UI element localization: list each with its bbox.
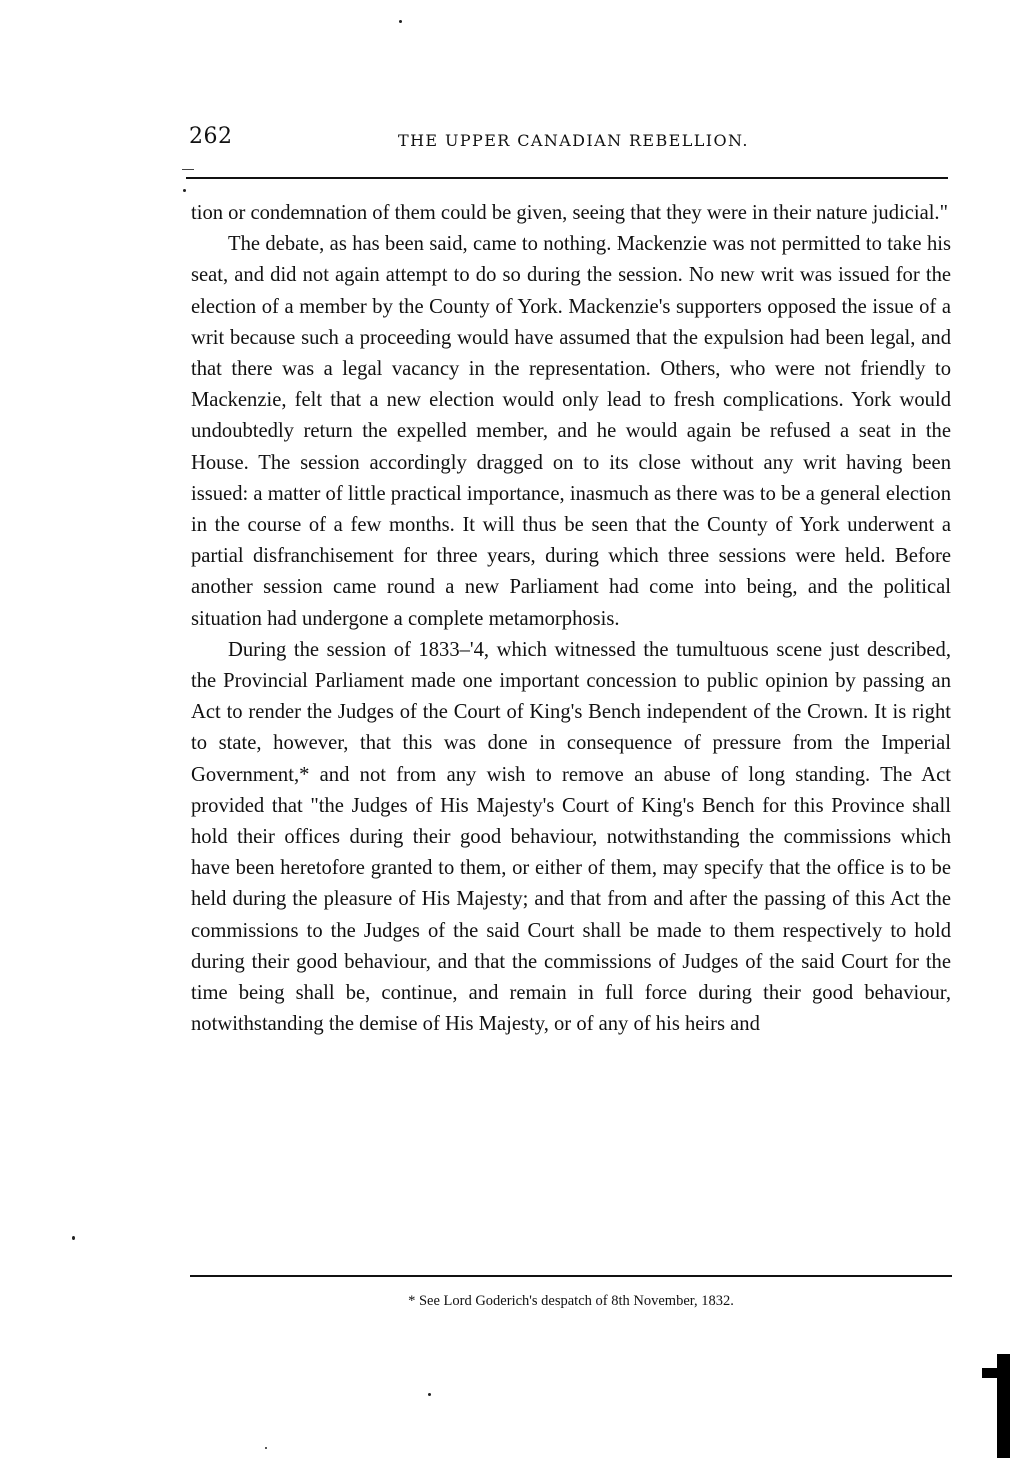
paragraph-continued: tion or condemnation of them could be given, seeing that they were in their nature judicial." [191,202,948,224]
footnote-rule [190,1275,952,1277]
header-rule [186,177,948,179]
scan-speck [183,189,186,192]
paragraph-session: During the session of 1833–'4, which witnessed the tumultuous scene just described, the Provincial Parliament made one important concession to public opinion by passing an Act to render the Judges of the Court of King's Bench independent of the Crown. It is right to state, however, that this was done in consequence of pressure from the Imperial Government,* and not from any wish to remove an abuse of long standing. The Act provided that "the Judges of His Majesty's Court of King's Bench for this Province shall hold their offices during their good behaviour, notwithstanding the commissions which have been heretofore granted to them, or either of them, may specify that the office is to be held during the pleasure of His Majesty; and that from and after the passing of this Act the commissions to the Judges of the said Court shall be made to them respectively to hold during their good behaviour, and that the commissions of Judges of the said Court for the time being shall be, continue, and remain in full force during their good behaviour, notwithstanding the demise of His Majesty, or of any of his heirs and [191,638,951,1036]
scan-speck [72,1236,75,1240]
header-rule-stub [182,169,194,170]
body-text [191,198,951,1040]
running-title: THE UPPER CANADIAN REBELLION. [398,131,749,150]
scan-edge-mark [993,1354,1010,1458]
paragraph-debate: The debate, as has been said, came to nothing. Mackenzie was not permitted to take his seat, and did not again attempt to do so during the session. No new writ was issued for the election of a member by the County of York. Mackenzie's supporters opposed the issue of a writ because such a proceeding would have assumed that the expulsion had been legal, and that there was a legal vacancy in the representation. Others, who were not friendly to Mackenzie, felt that a new election would only lead to fresh complications. York would undoubtedly return the expelled member, and he would again be refused a seat in the House. The session accordingly dragged on to its close without any writ having been issued: a matter of little practical importance, inasmuch as there was to be a general election in the course of a few months. It will thus be seen that the County of York underwent a partial disfranchisement for three years, during which three sessions were held. Before another session came round a new Parliament had come into being, and the political situation had undergone a complete metamorphosis. [191,233,951,630]
scan-edge-flag [982,1368,1000,1378]
page-number: 262 [189,124,233,149]
scan-speck [265,1447,267,1449]
footnote: * See Lord Goderich's despatch of 8th November, 1832. [408,1293,734,1309]
scan-speck [428,1393,431,1396]
scan-speck [399,20,402,23]
